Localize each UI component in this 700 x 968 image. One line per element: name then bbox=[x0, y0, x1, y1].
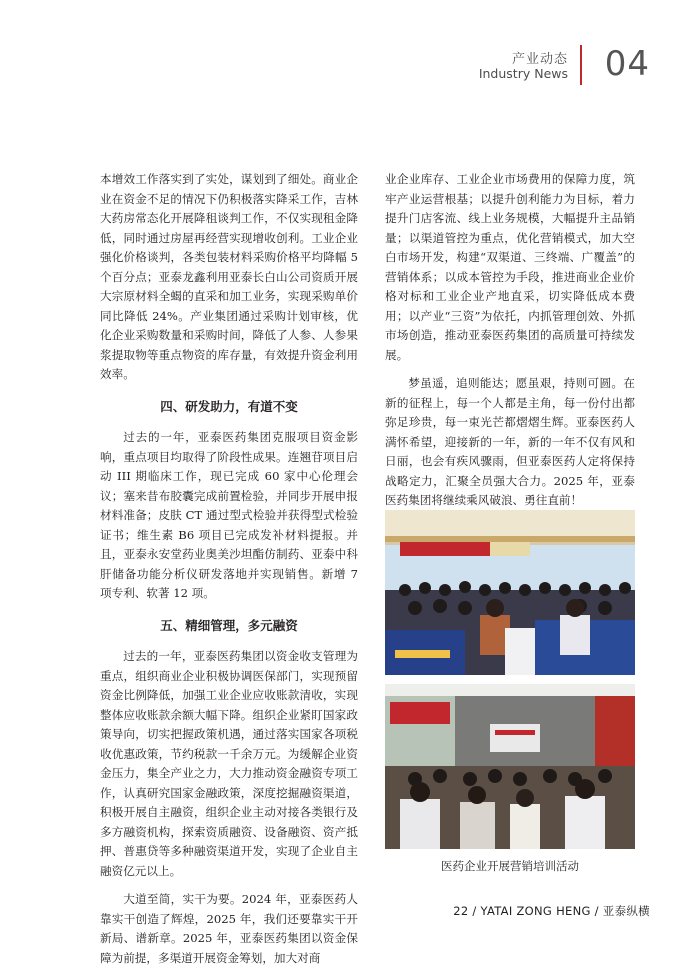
paragraph: 过去的一年，亚泰医药集团克服项目资金影响，重点项目均取得了阶段性成果。连翘苷项目启动 III 期临床工作，现已完成 60 家中心伦理会议；塞来昔布胶囊完成前置检验，并同步开展申报材料准备；皮肤 CT 通过型式检验并获得型式检验证书；维生素 B6 项目已完成发补材料提报。并且，亚泰永安堂药业奥美沙坦酯仿制药、亚泰中科肝储备功能分析仪研发落地并实现销售。新增 7 项专利、软著 12 项。 bbox=[100, 430, 358, 600]
photo-caption: 医药企业开展营销培训活动 bbox=[441, 859, 579, 873]
training-photo-1 bbox=[385, 510, 635, 675]
paragraph: 过去的一年，亚泰医药集团以资金收支管理为重点，组织商业企业积极协调医保部门，实现预留资金比例降低，加强工业企业应收账款清收，实现整体应收账款余额大幅下降。组织企业紧盯国家政策导向，切实把握政策机遇，通过落实国家各项税收优惠政策，节约税款一千余万元。为缓解企业资金压力，集全产业之力，大力推动资金融资专项工作，认真研究国家金融政策，深度挖掘融资渠道，积极开展自主融资，组织企业主动对接各类银行及多方融资机构，探索资质融资、设备融资、资产抵押、普惠贷等多种融资渠道开发，实现了企业自主融资亿元以上。 bbox=[100, 649, 358, 878]
section-title-en: Industry News bbox=[478, 66, 568, 81]
paragraph: 本增效工作落实到了实处，谋划到了细处。商业企业在资金不足的情况下仍积极落实降采工作，吉林大药房常态化开展降租谈判工作，不仅实现租金降低，同时通过房屋再经营实现增收创利。工业企业强化价格谈判，各类包装材料采购价格平均降幅 5 个百分点；亚泰龙鑫利用亚泰长白山公司资质开展大宗原材料全蝎的直采和加工业务，实现采购单价同比降低 24%。产业集团通过采购计划审核，优化企业采购数量和采购时间，降低了人参、人参果浆提取物等重点物资的库存量，有效提升资金利用效率。 bbox=[100, 172, 358, 381]
training-photo-2 bbox=[385, 684, 635, 849]
paragraph: 业企业库存、工业企业市场费用的保障力度，筑牢产业运营根基；以提升创利能力为目标，着力提升门店客流、线上业务规模，大幅提升主品销量；以渠道管控为重点，优化营销模式，加大空白市场开发，构建“双渠道、三终端、广覆盖”的营销体系；以成本管控为手段，推进商业企业价格对标和工业企业产地直采，切实降低成本费用；以产业“三资”为依托，内抓管理创效、外抓市场创造，推动亚泰医药集团的高质量可持续发展。 bbox=[385, 172, 635, 362]
section-heading: 五、精细管理，多元融资 bbox=[160, 617, 298, 633]
page-footer: 22 / YATAI ZONG HENG / 亚泰纵横 bbox=[453, 904, 650, 918]
header-divider bbox=[580, 45, 582, 85]
paragraph: 梦虽遥，追则能达；愿虽艰，持则可圆。在新的征程上，每一个人都是主角，每一份付出都弥足珍贵，每一束光芒都熠熠生辉。亚泰医药人满怀希望，迎接新的一年，新的一年不仅有风和日丽，也会有疾风骤雨，但亚泰医药人定将保持战略定力，汇聚全员强大合力。2025 年，亚泰医药集团将继续乘风破浪、勇往直前！ bbox=[385, 376, 635, 507]
section-heading: 四、研发助力，有道不变 bbox=[160, 398, 298, 414]
article-column-left bbox=[100, 170, 358, 968]
paragraph: 大道至简，实干为要。2024 年，亚泰医药人靠实干创造了辉煌，2025 年，我们还要靠实干开新局、谱新章。2025 年，亚泰医药集团以资金保障为前提，多渠道开展资金筹划，加大对商 bbox=[100, 892, 358, 965]
section-title-cn: 产业动态 bbox=[511, 52, 568, 67]
section-header bbox=[410, 40, 650, 90]
article-column-right bbox=[385, 170, 635, 511]
section-number: 04 bbox=[604, 44, 650, 84]
